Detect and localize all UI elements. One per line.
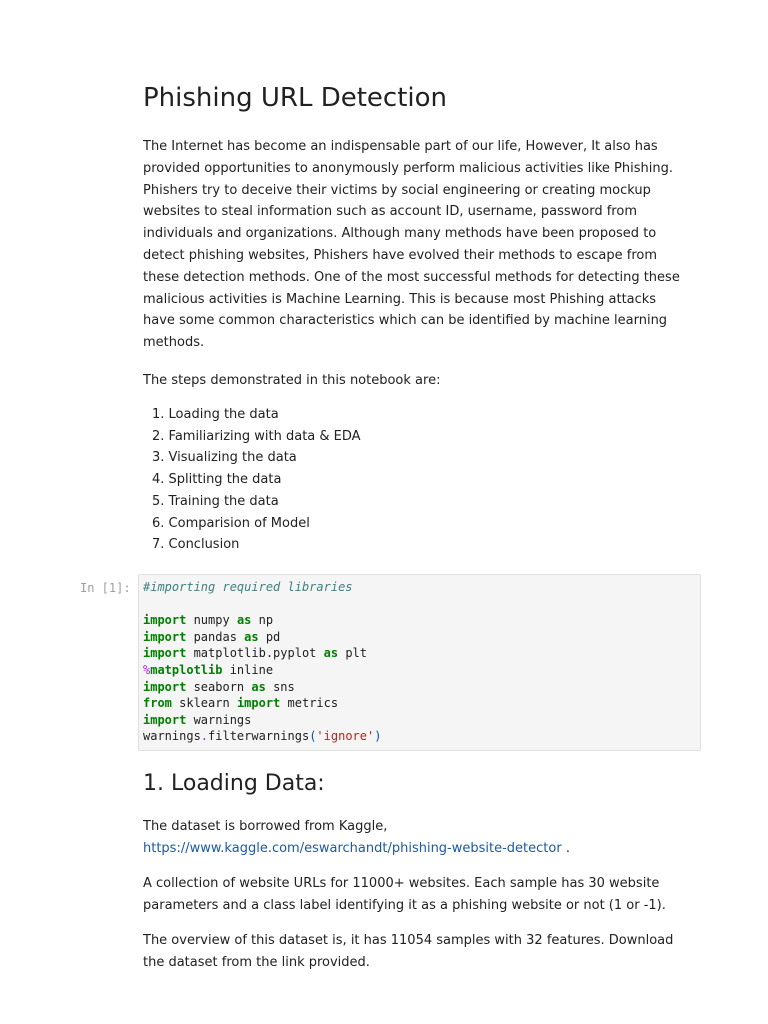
list-item: 4. Splitting the data <box>152 472 282 488</box>
overview-text: The overview of this dataset is, it has 11054 samples with 32 features. Download the dataset from the link provided. <box>143 933 674 970</box>
code-token: sklearn <box>171 696 237 711</box>
section-heading: 1. Loading Data: <box>143 771 325 796</box>
keyword: as <box>323 646 339 661</box>
code-line <box>143 712 381 729</box>
overview-paragraph <box>143 930 688 974</box>
intro-text: The Internet has become an indispensable part of our life, However, It also has provided opportunities to anonymously perform malicious activities like Phishing. Phishers try to deceive their victims by social engineering or creating mockup websites to steal information such as account ID, username, password from individuals and organizations. Although many methods have been proposed to detect phishing websites, Phishers have evolved their methods to escape from these detection methods. One of the most successful methods for detecting these malicious activities is Machine Learning. This is because most Phishing attacks have some common characteristics which can be identified by machine learning methods. <box>143 139 680 351</box>
keyword: import <box>236 696 281 711</box>
collection-text: A collection of website URLs for 11000+ websites. Each sample has 30 website parameters and a class label identifying it as a phishing website or not (1 or -1). <box>143 876 666 913</box>
keyword: as <box>251 679 266 694</box>
code-token: filterwarnings <box>208 729 310 744</box>
code-token: pd <box>258 629 281 644</box>
code-paren: ) <box>374 729 382 744</box>
code-comment: #importing required libraries <box>143 580 353 594</box>
collection-paragraph <box>143 873 688 917</box>
code-token: sns <box>265 679 295 694</box>
code-cell[interactable] <box>80 574 701 751</box>
code-token: warnings <box>186 712 252 727</box>
code-token: numpy <box>186 613 237 628</box>
cell-prompt: In [1]: <box>80 581 131 595</box>
dataset-paragraph <box>143 816 688 860</box>
list-item: 5. Training the data <box>152 493 279 509</box>
keyword: as <box>244 629 259 644</box>
code-line <box>143 728 381 745</box>
code-line <box>143 579 381 596</box>
code-token: seaborn <box>186 679 252 694</box>
code-string: 'ignore' <box>316 729 375 744</box>
code-line <box>143 629 381 646</box>
keyword: import <box>143 629 187 644</box>
list-item: 1. Loading the data <box>152 407 279 422</box>
code-line <box>143 596 381 613</box>
code-token: inline <box>222 662 274 677</box>
dataset-text: The dataset is borrowed from Kaggle, <box>143 819 388 834</box>
keyword: as <box>236 613 252 628</box>
keyword: import <box>143 712 187 727</box>
magic-percent: % <box>143 662 151 677</box>
code-token: np <box>251 613 274 628</box>
intro-paragraph <box>143 136 688 354</box>
code-line <box>143 612 381 629</box>
list-item: 2. Familiarizing with data & EDA <box>152 428 361 444</box>
code-paren: ( <box>309 729 317 744</box>
keyword: import <box>143 646 187 661</box>
code-operator: . <box>200 729 209 744</box>
list-item: 6. Comparision of Model <box>152 515 310 531</box>
magic-name: matplotlib <box>150 662 223 677</box>
steps-intro-text: The steps demonstrated in this notebook are: <box>143 373 441 388</box>
code-token: pandas <box>186 629 245 644</box>
list-item: 3. Visualizing the data <box>152 450 297 466</box>
code-token: plt <box>338 646 367 661</box>
keyword: from <box>143 696 172 711</box>
code-token: metrics <box>280 696 339 711</box>
page-title: Phishing URL Detection <box>143 83 448 113</box>
dataset-link-suffix: . <box>561 840 570 856</box>
keyword: import <box>143 679 187 694</box>
dataset-text-block <box>143 816 688 860</box>
code-line <box>143 645 381 662</box>
list-item: 7. Conclusion <box>152 537 240 553</box>
code-token: warnings <box>143 729 201 744</box>
code-token: matplotlib.pyplot <box>186 646 324 661</box>
code-line <box>143 695 381 712</box>
keyword: import <box>143 613 187 628</box>
code-input-area[interactable] <box>138 574 701 751</box>
code-line <box>143 662 381 679</box>
dataset-link[interactable]: https://www.kaggle.com/eswarchandt/phishing-website-detector <box>143 840 562 856</box>
steps-intro <box>143 370 688 392</box>
code-editor[interactable] <box>143 579 381 745</box>
code-line <box>143 679 381 696</box>
steps-list <box>152 404 361 556</box>
